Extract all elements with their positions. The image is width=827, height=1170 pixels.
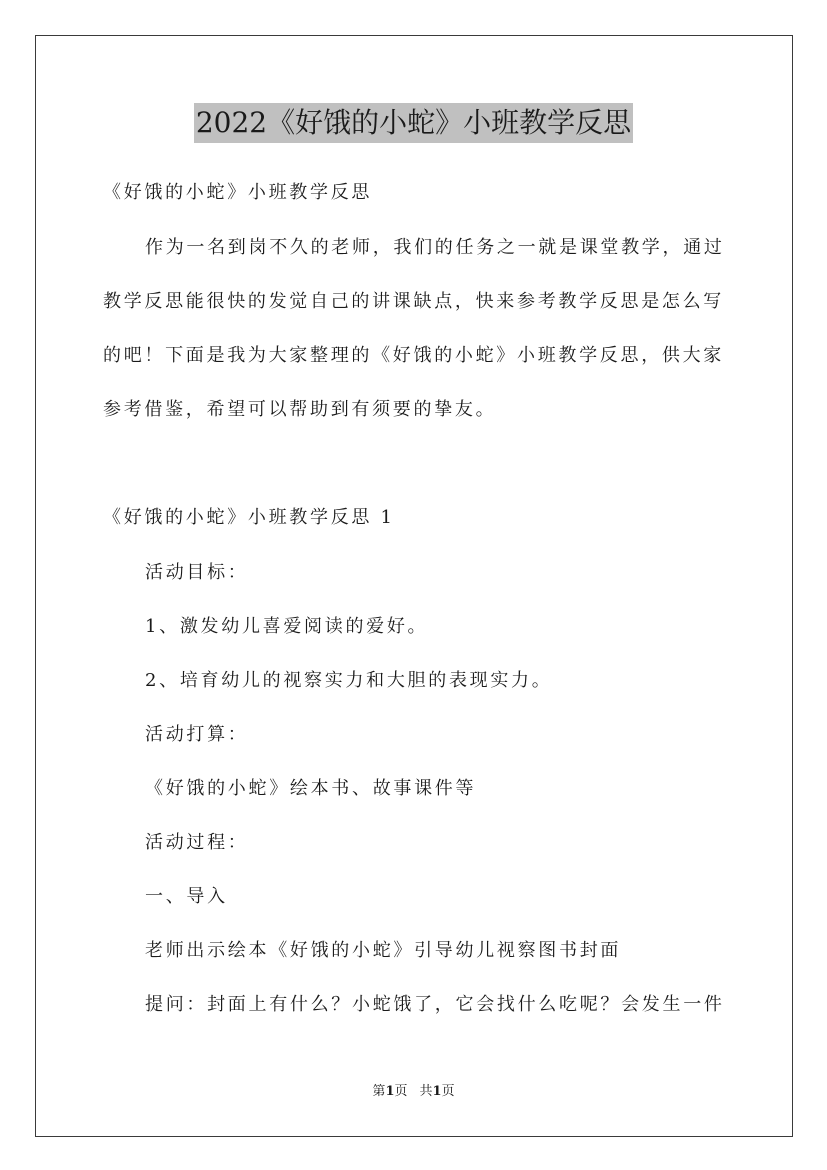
total-suffix: 页	[441, 1084, 455, 1099]
body-line: 活动目标：	[145, 562, 249, 583]
body-line: 《好饿的小蛇》绘本书、故事课件等	[145, 778, 477, 799]
body-line: 活动打算：	[145, 724, 249, 745]
title-container	[0, 103, 827, 143]
total-prefix: 共	[419, 1084, 433, 1099]
body-line: 提问：封面上有什么？小蛇饿了，它会找什么吃呢？会发生一件	[145, 994, 725, 1015]
section-heading: 《好饿的小蛇》小班教学反思 1	[103, 507, 395, 528]
page-suffix: 页	[394, 1084, 408, 1099]
body-line: 2、培育幼儿的视察实力和大胆的表现实力。	[145, 670, 553, 691]
total-pages: 1	[432, 1084, 442, 1099]
body-line: 1、激发幼儿喜爱阅读的爱好。	[145, 616, 429, 637]
page-prefix: 第	[372, 1084, 386, 1099]
body-line: 老师出示绘本《好饿的小蛇》引导幼儿视察图书封面	[145, 940, 622, 961]
page-footer	[0, 1083, 827, 1101]
document-title: 2022《好饿的小蛇》小班教学反思	[194, 103, 633, 143]
page-number: 1	[385, 1084, 395, 1099]
body-line: 一、导入	[145, 886, 228, 907]
intro-line: 作为一名到岗不久的老师，我们的任务之一就是课堂教学，通过	[145, 237, 725, 258]
body-line: 活动过程：	[145, 832, 249, 853]
intro-line: 参考借鉴，希望可以帮助到有须要的挚友。	[103, 399, 497, 420]
intro-line: 的吧！下面是我为大家整理的《好饿的小蛇》小班教学反思，供大家	[103, 345, 724, 366]
intro-line: 教学反思能很快的发觉自己的讲课缺点，快来参考教学反思是怎么写	[103, 291, 724, 312]
document-subtitle: 《好饿的小蛇》小班教学反思	[103, 182, 373, 203]
